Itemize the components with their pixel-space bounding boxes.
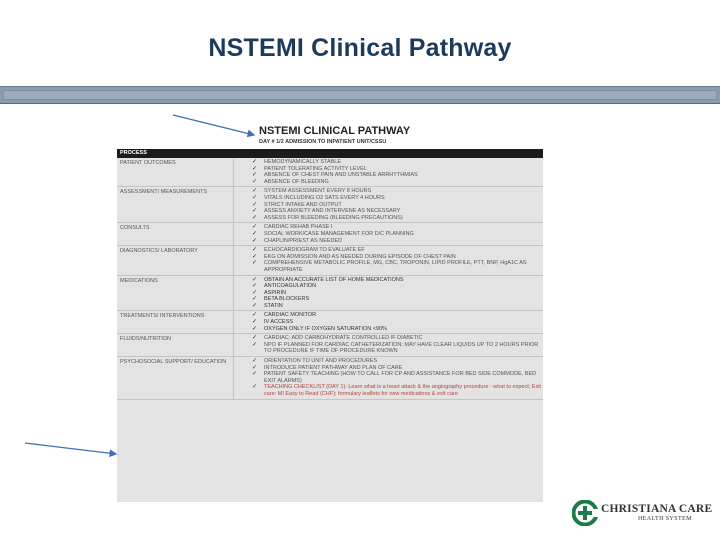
checklist-item-text: ASSESS FOR BLEEDING (BLEEDING PRECAUTIONS)	[264, 214, 403, 221]
checklist-item-text: VITALS INCLUDING O2 SATS EVERY 4 HOURS	[264, 194, 385, 201]
checkmark-icon: ✓	[252, 247, 258, 254]
checklist-item-text: CARDIAC REHAB PHASE I	[264, 224, 333, 231]
checkmark-icon: ✓	[252, 302, 258, 309]
logo-name: CHRISTIANA CARE	[601, 503, 713, 515]
checklist-item-text: CARDIAC; ADD CARBOHYDRATE CONTROLLED IF DIABETIC	[264, 335, 423, 342]
checklist-item-text: CARDIAC MONITOR	[264, 312, 317, 319]
checkmark-icon: ✓	[252, 283, 258, 290]
checkmark-icon: ✓	[252, 172, 258, 179]
checkmark-icon: ✓	[252, 341, 258, 348]
row-category: TREATMENTS/ INTERVENTIONS	[117, 311, 234, 333]
checkmark-icon: ✓	[252, 178, 258, 185]
logo-mark-icon	[572, 500, 598, 526]
row-category: CONSULTS	[117, 223, 234, 245]
checklist-item-text: STRICT INTAKE AND OUTPUT	[264, 201, 342, 208]
checklist-item-text: OXYGEN ONLY IF OXYGEN SATURATION <90%	[264, 325, 387, 332]
checkmark-icon: ✓	[252, 214, 258, 221]
checklist-item-text: STATIN	[264, 302, 283, 309]
row-category: PSYCHOSOCIAL SUPPORT/ EDUCATION	[117, 357, 234, 399]
document-title: NSTEMI CLINICAL PATHWAY	[259, 125, 411, 137]
checkmark-icon: ✓	[252, 253, 258, 260]
checklist-item-text: COMPREHENSIVE METABOLIC PROFILE, MG, CBC, TROPONIN, LIPID PROFILE, PTT, BNP, HgA1C AS APPROPRIATE	[264, 260, 527, 273]
checklist-item-text: ANTICOAGULATION	[264, 283, 317, 290]
row-category: ASSESSMENT/ MEASUREMENTS	[117, 187, 234, 222]
checklist-item-text: PATIENT TOLERATING ACTIVITY LEVEL	[264, 165, 367, 172]
checkmark-icon: ✓	[252, 335, 258, 342]
document-subtitle: DAY # 1/2 ADMISSION TO INPATIENT UNIT/CSSU	[259, 139, 387, 145]
slide-title: NSTEMI Clinical Pathway	[208, 34, 512, 62]
checkmark-icon: ✓	[252, 237, 258, 244]
checkmark-icon: ✓	[252, 260, 258, 267]
row-category: FLUIDS/NUTRITION	[117, 334, 234, 356]
process-header: PROCESS	[117, 149, 543, 158]
checkmark-icon: ✓	[252, 230, 258, 237]
checklist-item-text: IV ACCESS	[264, 319, 294, 326]
checkmark-icon: ✓	[252, 208, 258, 215]
checkmark-icon: ✓	[252, 325, 258, 332]
checkmark-icon: ✓	[252, 188, 258, 195]
checklist-item-text: CHAPLIN/PRIEST AS NEEDED	[264, 237, 343, 244]
checklist-item-text: TEACHING CHECKLIST (DAY 1): Learn what is a heart attack & the angiography procedure - what to expect; Exit care: MI Easy to Read (CHF); formulary leaflets for new medications & exit care	[264, 384, 541, 397]
row-category: PATIENT OUTCOMES	[117, 158, 234, 186]
checkmark-icon: ✓	[252, 276, 258, 283]
checkmark-icon: ✓	[252, 364, 258, 371]
checklist-item-text: HEMODYNAMICALLY STABLE	[264, 159, 342, 165]
arrow-line-top	[173, 115, 254, 135]
checklist-item-text: BETA BLOCKERS	[264, 296, 310, 303]
christiana-care-logo	[572, 500, 714, 526]
checklist-item-text: ASSESS ANXIETY AND INTERVENE AS NECESSARY	[264, 208, 401, 215]
checkmark-icon: ✓	[252, 358, 258, 365]
checkmark-icon: ✓	[252, 319, 258, 326]
checklist-item-text: ABSENCE OF BLEEDING	[264, 178, 329, 185]
checklist-item-text: ABSENCE OF CHEST PAIN AND UNSTABLE ARRHYTHMIAS	[264, 172, 418, 179]
checklist-item-text: SYSTEM ASSESSMENT EVERY 8 HOURS	[264, 188, 372, 195]
checkmark-icon: ✓	[252, 224, 258, 231]
checkmark-icon: ✓	[252, 296, 258, 303]
checklist-item-text: OBTAIN AN ACCURATE LIST OF HOME MEDICATIONS	[264, 276, 404, 283]
checkmark-icon: ✓	[252, 312, 258, 319]
row-category: DIAGNOSTICS/ LABORATORY	[117, 246, 234, 274]
checkmark-icon: ✓	[252, 165, 258, 172]
checklist-item-text: EKG ON ADMISSION AND AS NEEDED DURING EPISODE OF CHEST PAIN	[264, 253, 456, 260]
checkmark-icon: ✓	[252, 159, 258, 165]
checkmark-icon: ✓	[252, 201, 258, 208]
checklist-item-text: SOCIAL WORK/CASE MANAGEMENT FOR D/C PLANNING	[264, 230, 414, 237]
checklist-item-text: PATIENT SAFETY TEACHING (HOW TO CALL FOR CP AND ASSISTANCE FOR BED SIDE COMMODE, BED EXIT ALARMS)	[264, 371, 537, 384]
checklist-item-text: ASPIRIN	[264, 289, 287, 296]
logo-subtitle: HEALTH SYSTEM	[638, 516, 692, 522]
checkmark-icon: ✓	[252, 384, 258, 391]
checklist-item-text: INTRODUCE PATIENT PATHWAY AND PLAN OF CARE	[264, 364, 403, 371]
checkmark-icon: ✓	[252, 371, 258, 378]
arrow-line-bottom	[25, 443, 116, 454]
checklist-item-text: ECHOCARDIOGRAM TO EVALUATE EF	[264, 247, 365, 254]
checkmark-icon: ✓	[252, 289, 258, 296]
checklist-item-text: ORIENTATION TO UNIT AND PROCEDURES	[264, 358, 378, 365]
checklist-item-text: NPO IF PLANNED FOR CARDIAC CATHETERIZATION; MAY HAVE CLEAR LIQUIDS UP TO 2 HOURS PRIOR TO PROCEDURE IF TIME OF PROCEDURE KNOWN	[264, 341, 539, 355]
checkmark-icon: ✓	[252, 194, 258, 201]
row-category: MEDICATIONS	[117, 276, 234, 311]
